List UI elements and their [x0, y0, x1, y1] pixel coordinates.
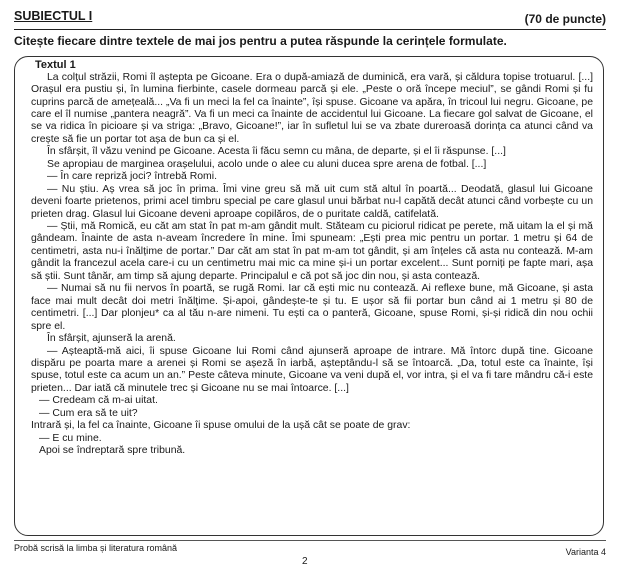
subject-header: [14, 9, 606, 30]
paragraph: — Numai să nu fii nervos în poartă, se rugă Romi. Iar că ești mic nu contează. Ai reflexe bune, mă Gicoane, și asta face mai mult decât doi metri înălțime. Și-apoi, gândește-te și tu. E ușor să fii portar bun când ai 1 metru și 80 de centimetri. [...] Dar plonjeu* ca al tău n-are nimeni. Tu ești ca o panteră, Gicoane, spuse Romi, și-și ridică din nou ochii spre el.: [31, 283, 593, 332]
paragraph: — Cum era să te uit?: [39, 407, 138, 419]
subject-title: SUBIECTUL I: [14, 9, 93, 23]
page-footer: [14, 540, 606, 557]
text-body: [31, 72, 593, 458]
paragraph: Apoi se îndreptară spre tribună.: [39, 445, 186, 457]
paragraph: — Nu știu. Aș vrea să joc în prima. Îmi vine greu să mă uit cum stă altul în poartă... Deodată, glasul lui Gicoane deveni foarte prietenos, primi acel timbru special pe care glasul unui bărbat nu-l capătă decât atunci când vorbește cu un prieten drag. Glasul lui Gicoane deveni aproape copilăros, de o puritate caldă, catifelată.: [31, 183, 593, 220]
paragraph: La colțul străzii, Romi îl aștepta pe Gicoane. Era o după-amiază de duminică, era vară, și căldura topise trotuarul. [...] Orașul era pustiu și, în lumina fierbinte, casele dormeau parcă și ele. „Peste o oră începe meciul”, se gândi Romi și fu cuprins parcă de amețeală... „Va fi un meci la fel ca înainte”, își spuse. Gicoane va apăra, în tricoul lui negru. Gicoane, pe care el îl numise „pantera neagră”. Va fi un meci ca înainte de accidentul lui Gicoane. La fiecare gol salvat de Gicoane, el se va ridica în picioare și va striga: „Bravo, Gicoane!”, iar în sufletul lui se va zbate dureroasă dorința ca atunci când va crește să fie un portar tot așa de bun ca și el.: [31, 71, 593, 145]
points-label: (70 de puncte): [524, 12, 606, 26]
page-number: 2: [302, 556, 308, 567]
paragraph: — În care repriză joci? întrebă Romi.: [47, 171, 217, 183]
paragraph: Intrară și, la fel ca înainte, Gicoane îi spuse omului de la ușă cât se poate de grav:: [31, 420, 411, 432]
footer-exam-name: Probă scrisă la limba și literatura română: [14, 543, 178, 553]
paragraph: — Credeam că m-ai uitat.: [39, 395, 158, 407]
paragraph: — Știi, mă Romică, eu căt am stat în pat m-am gândit mult. Stăteam cu piciorul ridicat pe perete, mă uitam la el și mă gândeam. Înainte de asta n-aveam încredere în mine. Îmi spuneam: „Ești prea mic pentru un portar. 1 metru și 64 de centimetri, asta nu-i înălțime de portar.” Dar căt am stat în pat m-am tot gândit, și am înțeles că asta nu contează. M-am gândit la francezul acela care-i cu un centimetru mai mic ca mine și-i un portar excelent... Sunt porniți pe fapte mari, așa să știi. Sunt tânăr, am timp să ajung departe. Principalul e că pot să joc din nou, și asta contează.: [31, 221, 593, 282]
instruction-text: Citește fiecare dintre textele de mai jos pentru a putea răspunde la cerințele formulate.: [14, 34, 507, 48]
paragraph: Se apropiau de marginea orașelului, acolo unde o alee cu aluni ducea spre arena de fotbal. [...]: [47, 158, 487, 170]
text-title: Textul 1: [35, 59, 76, 71]
paragraph: În sfârșit, îl văzu venind pe Gicoane. Acesta îi făcu semn cu mâna, de departe, și el îi răspunse. [...]: [47, 146, 506, 158]
paragraph: — Așteaptă-mă aici, îi spuse Gicoane lui Romi când ajunseră aproape de intrare. Mă întorc după tine. Gicoane dispăru pe poarta mare a arenei și Romi se așeză în iarbă, așteptându-l să se întoarcă. „Da, totul este ca înainte, își spuse, totul este ca acum un an.” Peste câteva minute, Gicoane va veni după el, vor intra, și el va fi tare mândru că-i este prieten... Dar iată că minutele trec și Gicoane nu se mai întoarce. [...]: [31, 345, 593, 394]
text-box: [14, 56, 604, 536]
footer-variant: Varianta 4: [565, 547, 606, 557]
paragraph: — E cu mine.: [39, 432, 102, 444]
paragraph: În sfârșit, ajunseră la arenă.: [47, 333, 176, 345]
